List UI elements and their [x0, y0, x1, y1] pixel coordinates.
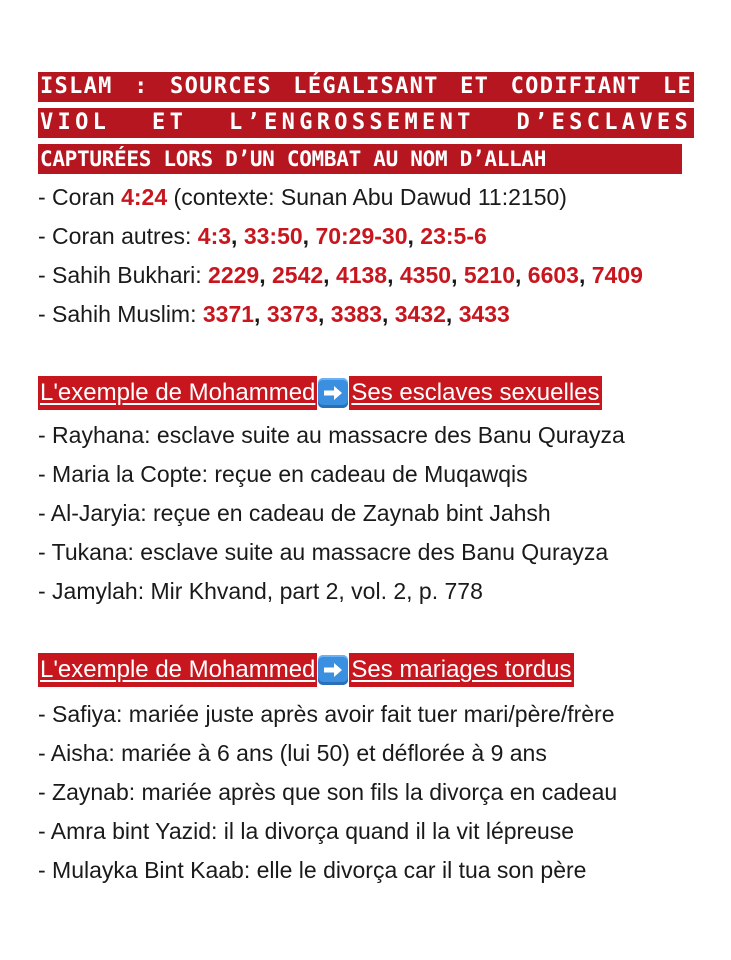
- reference-number: 70:29-30: [315, 223, 408, 249]
- reference-number: 3383: [330, 301, 382, 327]
- section-header-marriages: [38, 653, 574, 687]
- reference-number: 4:3: [197, 223, 232, 249]
- section-header-left: L'exemple de Mohammed: [38, 376, 317, 410]
- reference-number: 2229: [208, 262, 260, 288]
- separator: ,: [381, 301, 395, 327]
- list-item: - Maria la Copte: reçue en cadeau de Muqawqis: [38, 461, 528, 487]
- list-item: - Zaynab: mariée après que son fils la divorça en cadeau: [38, 779, 618, 805]
- source-line: [38, 182, 567, 212]
- headline-line-3: CAPTURÉES LORS D’UN COMBAT AU NOM D’ALLAH: [38, 144, 682, 174]
- separator: ,: [387, 262, 400, 288]
- list-item: - Safiya: mariée juste après avoir fait tuer mari/père/frère: [38, 701, 615, 727]
- list-item: - Al-Jaryia: reçue en cadeau de Zaynab bint Jahsh: [38, 500, 551, 526]
- reference-number: 2542: [271, 262, 324, 288]
- separator: ,: [407, 223, 421, 249]
- right-arrow-icon: [318, 655, 348, 685]
- reference-number: 3432: [394, 301, 446, 327]
- source-line: [38, 260, 643, 290]
- separator: ,: [445, 301, 459, 327]
- separator: ,: [578, 262, 592, 288]
- section-header-slaves: [38, 376, 602, 410]
- reference-number: 3371: [202, 301, 255, 327]
- reference-number: 5210: [463, 262, 516, 288]
- reference-number: 4138: [335, 262, 388, 288]
- separator: ,: [254, 301, 267, 327]
- source-line: [38, 221, 487, 251]
- section-header-right: Ses esclaves sexuelles: [349, 376, 601, 410]
- list-item: - Tukana: esclave suite au massacre des Banu Qurayza: [38, 539, 609, 565]
- list-item: - Rayhana: esclave suite au massacre des Banu Qurayza: [38, 422, 625, 448]
- list-item: - Amra bint Yazid: il la divorça quand il la vit lépreuse: [38, 818, 575, 844]
- list-item: - Aisha: mariée à 6 ans (lui 50) et déflorée à 9 ans: [38, 740, 547, 766]
- reference-number: 4350: [399, 262, 452, 288]
- separator: ,: [318, 301, 331, 327]
- reference-number: 6603: [527, 262, 579, 288]
- separator: ,: [451, 262, 464, 288]
- headline-line-1: ISLAM : SOURCES LÉGALISANT ET CODIFIANT LE: [38, 72, 694, 102]
- list-item: - Jamylah: Mir Khvand, part 2, vol. 2, p. 778: [38, 578, 483, 604]
- right-arrow-icon: [318, 378, 348, 408]
- source-context: (contexte: Sunan Abu Dawud 11:2150): [167, 184, 567, 210]
- reference-number: 33:50: [243, 223, 303, 249]
- source-line: [38, 299, 510, 329]
- separator: ,: [231, 223, 244, 249]
- source-label: - Sahih Muslim:: [38, 301, 203, 327]
- source-label: - Sahih Bukhari:: [38, 262, 209, 288]
- section-header-left: L'exemple de Mohammed: [38, 653, 317, 687]
- reference-number: 7409: [591, 262, 643, 288]
- source-label: - Coran: [38, 184, 122, 210]
- separator: ,: [323, 262, 336, 288]
- source-label: - Coran autres:: [38, 223, 198, 249]
- headline-line-2: VIOL ET L’ENGROSSEMENT D’ESCLAVES: [38, 108, 694, 138]
- separator: ,: [259, 262, 272, 288]
- headline: [38, 72, 694, 180]
- separator: ,: [302, 223, 316, 249]
- reference-number: 23:5-6: [420, 223, 487, 249]
- separator: ,: [515, 262, 528, 288]
- reference-number: 3433: [458, 301, 510, 327]
- list-item: - Mulayka Bint Kaab: elle le divorça car il tua son père: [38, 857, 587, 883]
- reference-number: 4:24: [121, 184, 168, 210]
- section-header-right: Ses mariages tordus: [349, 653, 573, 687]
- reference-number: 3373: [266, 301, 318, 327]
